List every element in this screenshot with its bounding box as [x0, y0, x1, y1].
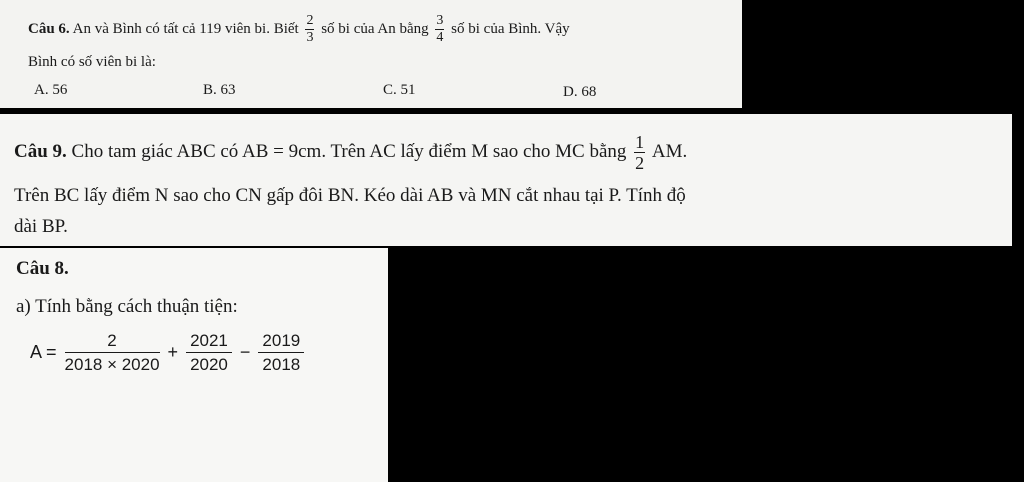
q9-frac-denominator: 2: [635, 153, 645, 173]
formula-f3-denominator: 2018: [262, 355, 301, 374]
formula-fraction-1: [65, 332, 160, 373]
q6-fraction-2-3: [305, 14, 314, 45]
q6-frac1-numerator: 2: [306, 13, 314, 28]
q6-option-c: C. 51: [383, 82, 416, 98]
formula-f2-numerator: 2021: [186, 332, 232, 353]
q6-fraction-3-4: [435, 14, 444, 45]
q9-title: Câu 9.: [14, 140, 67, 162]
q6-title: Câu 6.: [28, 20, 70, 37]
q9-text-b: AM.: [651, 140, 688, 162]
q9-line-1: [14, 133, 687, 172]
q6-text-a: An và Bình có tất cả 119 viên bi. Biết: [72, 20, 299, 37]
q6-option-d: D. 68: [563, 84, 597, 100]
q9-fraction-1-2: [634, 133, 645, 172]
q6-text-c: số bi của Bình. Vậy: [451, 20, 570, 37]
q8-title-text: Câu 8.: [16, 258, 69, 279]
q9-frac-numerator: 1: [635, 132, 645, 152]
q8-title: [16, 258, 69, 280]
q6-frac1-denominator: 3: [306, 30, 314, 45]
q6-option-a: A. 56: [34, 82, 68, 98]
formula-f3-numerator: 2019: [258, 332, 304, 353]
q8-formula: [30, 332, 308, 373]
formula-fraction-3: [258, 332, 304, 373]
formula-f1-numerator: 2: [65, 332, 160, 353]
q6-frac2-numerator: 3: [436, 13, 444, 28]
q6-option-b: B. 63: [203, 82, 236, 98]
formula-f2-denominator: 2020: [190, 355, 228, 374]
q8-part-a: a) Tính bằng cách thuận tiện:: [16, 296, 238, 317]
q6-line-2: Bình có số viên bi là:: [28, 54, 156, 70]
q9-text-a: Cho tam giác ABC có AB = 9cm. Trên AC lấy điểm M sao cho MC bằng: [71, 140, 627, 162]
formula-lhs: A =: [30, 342, 57, 362]
formula-minus: −: [239, 342, 251, 362]
q9-line-2: Trên BC lấy điểm N sao cho CN gấp đôi BN. Kéo dài AB và MN cắt nhau tại P. Tính độ: [14, 185, 686, 206]
formula-fraction-2: [186, 332, 232, 373]
formula-plus: +: [167, 342, 179, 362]
q9-line-3: dài BP.: [14, 216, 68, 237]
q6-frac2-denominator: 4: [436, 30, 444, 45]
formula-f1-denominator: 2018 × 2020: [64, 355, 160, 374]
q6-text-b: số bi của An bằng: [321, 20, 429, 37]
q6-line-1: [28, 14, 570, 45]
